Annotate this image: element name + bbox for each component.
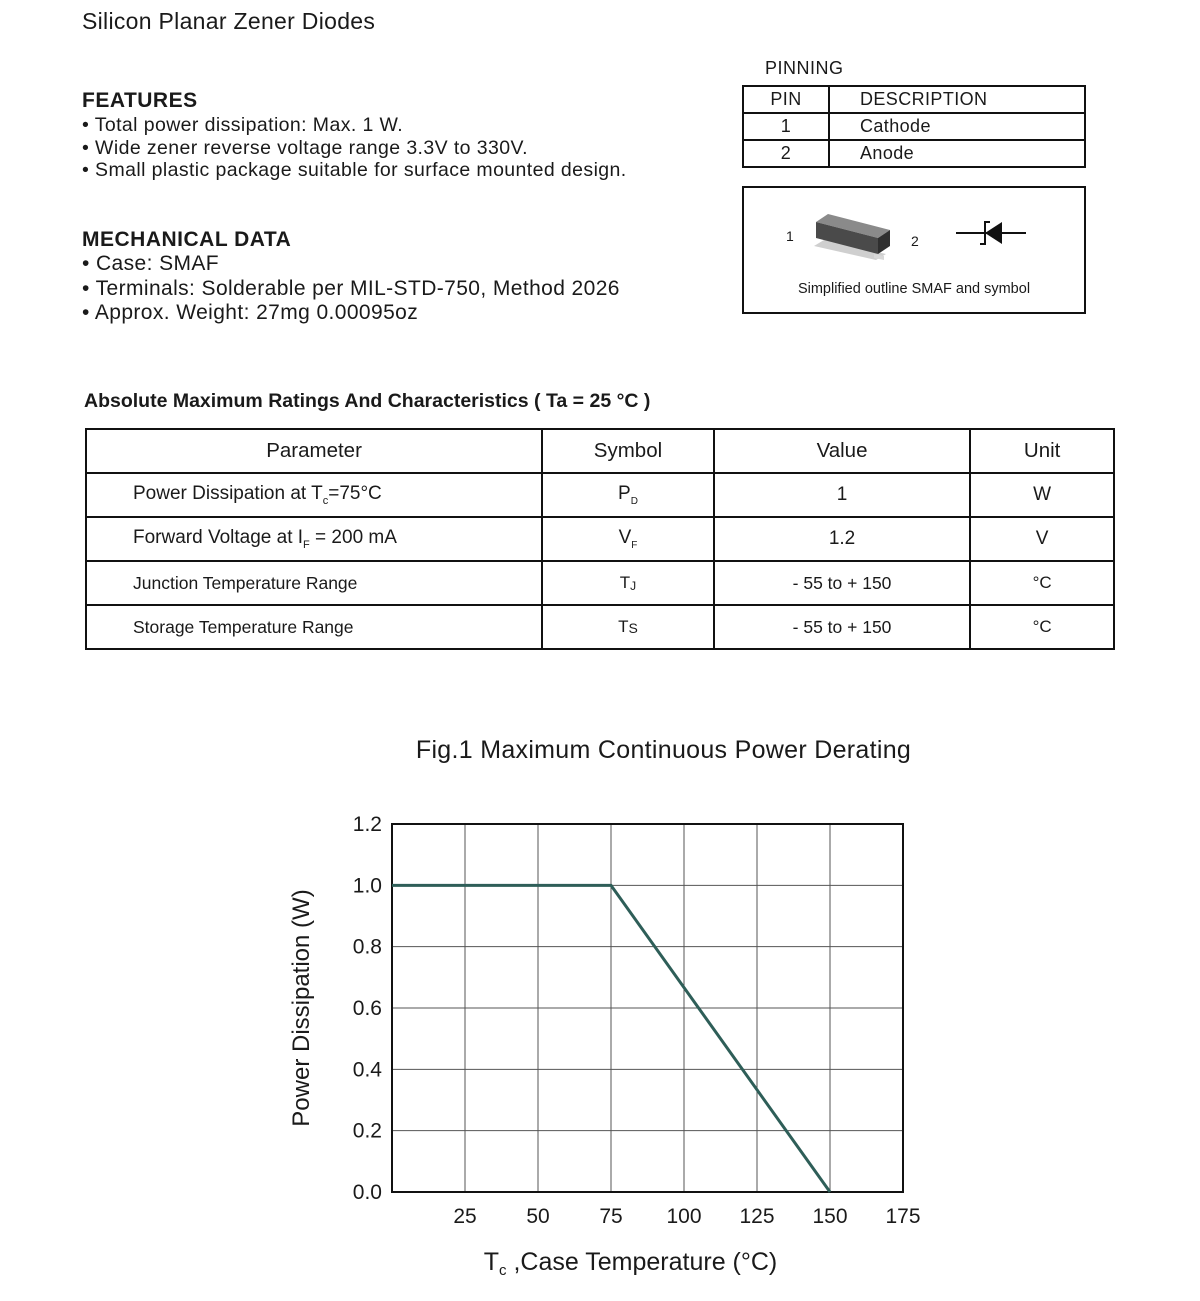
mechanical-heading: MECHANICAL DATA — [82, 228, 292, 251]
table-row — [86, 473, 1114, 517]
x-tick-label: 25 — [453, 1205, 477, 1228]
mechanical-item: • Terminals: Solderable per MIL-STD-750, Method 2026 — [82, 276, 620, 300]
parameter-text: Power Dissipation at T — [133, 483, 323, 505]
y-tick-label: 0.0 — [352, 1181, 382, 1204]
ratings-table — [85, 428, 1115, 650]
mechanical-item: • Case: SMAF — [82, 252, 220, 275]
pin-description: Anode — [829, 140, 1085, 167]
parameter-cell: Junction Temperature Range — [86, 561, 542, 605]
y-tick-label: 0.4 — [352, 1058, 382, 1082]
unit-cell: W — [970, 473, 1114, 517]
symbol-subscript: S — [628, 620, 638, 636]
ratings-header-row — [86, 429, 1114, 473]
value-cell: - 55 to + 150 — [714, 605, 970, 649]
unit-column-header: Unit — [970, 429, 1114, 473]
chart-grid — [392, 824, 903, 1192]
pin-number: 2 — [743, 140, 829, 167]
x-tick-label: 50 — [526, 1205, 550, 1228]
table-row — [86, 605, 1114, 649]
symbol-cell — [542, 605, 714, 649]
parameter-condition: =75°C — [328, 483, 382, 505]
mechanical-item: • Approx. Weight: 27mg 0.00095oz — [82, 301, 419, 324]
zener-diode-symbol-icon — [954, 214, 1028, 250]
parameter-cell — [86, 517, 542, 561]
symbol-subscript: F — [631, 539, 638, 551]
pinning-header-row — [743, 86, 1085, 113]
value-cell: - 55 to + 150 — [714, 561, 970, 605]
symbol-subscript: J — [630, 579, 637, 593]
symbol-text: T — [618, 617, 629, 636]
x-axis-ticks — [453, 1205, 920, 1228]
parameter-text: Forward Voltage at I — [133, 527, 304, 549]
pin1-label: 1 — [786, 228, 794, 244]
value-cell: 1.2 — [714, 517, 970, 561]
x-tick-label: 100 — [666, 1205, 702, 1228]
pinning-table — [742, 85, 1086, 168]
outline-caption: Simplified outline SMAF and symbol — [797, 281, 1031, 297]
unit-cell: °C — [970, 561, 1114, 605]
y-tick-label: 0.8 — [352, 935, 382, 959]
pin-number: 1 — [743, 113, 829, 140]
smaf-package-icon — [806, 208, 896, 262]
symbol-text: V — [618, 527, 632, 549]
symbol-text: T — [619, 573, 631, 592]
power-derating-chart — [0, 790, 1200, 1301]
x-axis-label-subscript: c — [499, 1262, 507, 1279]
symbol-cell — [542, 561, 714, 605]
features-list — [82, 114, 627, 182]
parameter-column-header: Parameter — [86, 429, 542, 473]
y-tick-label: 1.2 — [352, 813, 382, 836]
symbol-cell — [542, 517, 714, 561]
pinning-heading: PINNING — [765, 58, 844, 78]
parameter-subscript: c — [322, 494, 329, 507]
parameter-cell: Storage Temperature Range — [86, 605, 542, 649]
x-axis-label — [484, 1248, 778, 1279]
table-row — [86, 561, 1114, 605]
x-tick-label: 75 — [599, 1205, 623, 1228]
pin-description: Cathode — [829, 113, 1085, 140]
unit-cell: °C — [970, 605, 1114, 649]
document-title: Silicon Planar Zener Diodes — [82, 8, 376, 34]
value-cell: 1 — [714, 473, 970, 517]
x-tick-label: 175 — [885, 1205, 921, 1228]
pin-column-header: PIN — [743, 86, 829, 113]
symbol-column-header: Symbol — [542, 429, 714, 473]
features-item: • Wide zener reverse voltage range 3.3V to 330V. — [82, 136, 528, 159]
table-row — [743, 113, 1085, 140]
symbol-text: P — [618, 483, 631, 505]
x-tick-label: 150 — [812, 1205, 848, 1228]
features-item: • Total power dissipation: Max. 1 W. — [82, 114, 404, 136]
chart-title: Fig.1 Maximum Continuous Power Derating — [415, 736, 912, 764]
y-axis-ticks — [353, 813, 383, 1204]
pin2-label: 2 — [911, 233, 919, 249]
y-tick-label: 0.2 — [352, 1119, 382, 1143]
package-outline-box — [742, 186, 1086, 314]
symbol-cell — [542, 473, 714, 517]
x-axis-label-symbol: T — [483, 1248, 500, 1276]
x-axis-label-text: ,Case Temperature (°C) — [506, 1248, 778, 1276]
mechanical-list — [82, 252, 620, 326]
parameter-condition: = 200 mA — [309, 527, 397, 549]
description-column-header: DESCRIPTION — [829, 86, 1085, 113]
x-tick-label: 125 — [739, 1205, 775, 1228]
symbol-subscript: D — [630, 495, 638, 507]
features-item: • Small plastic package suitable for surface mounted design. — [82, 159, 627, 181]
value-column-header: Value — [714, 429, 970, 473]
table-row — [743, 140, 1085, 167]
parameter-subscript: F — [303, 538, 310, 551]
table-row — [86, 517, 1114, 561]
features-heading: FEATURES — [82, 89, 198, 112]
y-axis-label: Power Dissipation (W) — [288, 889, 315, 1127]
parameter-cell — [86, 473, 542, 517]
ratings-title: Absolute Maximum Ratings And Characteristics ( Ta = 25 °C ) — [84, 390, 651, 412]
unit-cell: V — [970, 517, 1114, 561]
y-tick-label: 0.6 — [352, 997, 382, 1020]
y-tick-label: 1.0 — [352, 874, 382, 898]
